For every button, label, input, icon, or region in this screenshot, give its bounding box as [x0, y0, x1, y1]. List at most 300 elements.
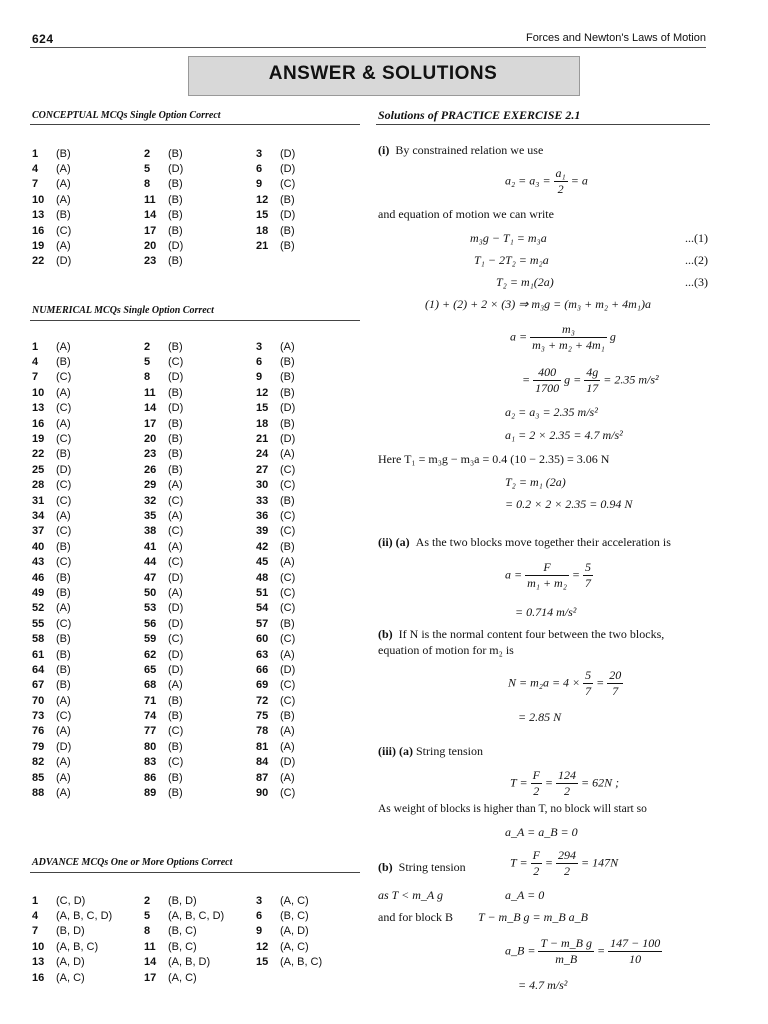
- frac-num: 20: [609, 668, 622, 682]
- answer-item: [144, 756, 256, 768]
- answer-option: (C): [56, 479, 72, 492]
- eq-mid: g =: [564, 372, 582, 387]
- answer-item: [144, 163, 256, 175]
- question-number: 26: [144, 463, 157, 476]
- eq-a2-a3: a₂ = a₃ = 2.35 m/s²: [505, 405, 598, 419]
- answer-option: (B, D): [56, 925, 85, 938]
- answer-item: [256, 194, 368, 206]
- answer-item: [256, 495, 368, 507]
- question-number: 88: [32, 787, 45, 800]
- question-number: 3: [256, 147, 263, 160]
- fraction: [583, 668, 593, 699]
- question-number: 1: [32, 147, 39, 160]
- answer-item: [256, 510, 368, 522]
- answer-item: [32, 479, 144, 491]
- answer-item: [32, 941, 144, 953]
- question-number: 47: [144, 571, 157, 584]
- section-heading-conceptual: CONCEPTUAL MCQs Single Option Correct: [32, 110, 221, 121]
- answer-item: [144, 679, 256, 691]
- frac-den: 2: [533, 864, 540, 878]
- answer-option: (B): [168, 209, 183, 222]
- question-number: 13: [32, 209, 45, 222]
- answer-option: (C): [56, 556, 72, 569]
- frac-num: 400: [533, 365, 561, 381]
- fraction: [538, 936, 594, 967]
- para-text: If N is the normal content four between the two blocks, equation of motion for m₂ is: [378, 627, 665, 657]
- answer-row: [32, 570, 332, 585]
- question-number: 77: [144, 725, 157, 738]
- question-number: 9: [256, 925, 263, 938]
- eq-sign: =: [596, 675, 605, 690]
- answer-item: [32, 895, 144, 907]
- question-number: 18: [256, 417, 269, 430]
- answer-item: [144, 572, 256, 584]
- eq-normal-force-result: = 2.85 N: [518, 710, 562, 724]
- question-number: 75: [256, 710, 269, 723]
- question-number: 57: [256, 617, 269, 630]
- answer-row: [32, 955, 332, 970]
- answer-item: [32, 741, 144, 753]
- question-number: 52: [32, 602, 45, 615]
- question-number: 11: [144, 940, 156, 953]
- eq-aB: [505, 936, 662, 967]
- answer-option: (C): [56, 402, 72, 415]
- answer-item: [144, 910, 256, 922]
- question-number: 34: [32, 509, 45, 522]
- answer-option: (B): [56, 540, 71, 553]
- question-number: 67: [32, 679, 45, 692]
- answer-item: [256, 649, 368, 661]
- answer-option: (C): [280, 633, 296, 646]
- answer-item: [32, 148, 144, 160]
- question-number: 14: [144, 956, 157, 969]
- part-label: (iii) (a): [378, 744, 413, 758]
- para-text: String tension: [416, 744, 484, 758]
- question-number: 69: [256, 679, 269, 692]
- question-number: 17: [144, 417, 157, 430]
- fraction: [584, 365, 600, 396]
- frac-num: F: [525, 560, 569, 576]
- equation-2: T₁ − 2T₂ = m₂a: [474, 253, 549, 267]
- answer-option: (D): [56, 463, 72, 476]
- answer-item: [144, 972, 256, 984]
- answer-item: [32, 418, 144, 430]
- answer-item: [144, 418, 256, 430]
- answer-option: (A): [168, 679, 183, 692]
- question-number: 4: [32, 163, 39, 176]
- answer-row: [32, 785, 332, 800]
- fraction: [530, 322, 607, 353]
- chapter-title: Forces and Newton's Laws of Motion: [525, 32, 706, 44]
- answer-row: [32, 585, 332, 600]
- answer-item: [144, 710, 256, 722]
- answer-option: (B): [280, 540, 295, 553]
- answer-option: (C): [168, 525, 184, 538]
- question-number: 28: [32, 479, 45, 492]
- answer-item: [256, 402, 368, 414]
- eq-lhs: N = m₂a = 4 ×: [508, 675, 581, 690]
- answer-option: (B): [168, 694, 183, 707]
- section-divider: [30, 320, 360, 321]
- answer-option: (B): [280, 356, 295, 369]
- question-number: 29: [144, 479, 157, 492]
- equation-2-number: ...(2): [685, 253, 708, 267]
- question-number: 39: [256, 525, 269, 538]
- question-number: 58: [32, 633, 45, 646]
- question-number: 23: [144, 255, 157, 268]
- eq-lhs: a =: [505, 567, 523, 582]
- question-number: 73: [32, 710, 45, 723]
- question-number: 33: [256, 494, 269, 507]
- answer-item: [144, 240, 256, 252]
- question-number: 31: [32, 494, 45, 507]
- eq-lhs: T =: [510, 775, 528, 790]
- answer-option: (C): [280, 479, 296, 492]
- answer-row: [32, 493, 332, 508]
- question-number: 60: [256, 633, 269, 646]
- para-text: As the two blocks move together their acceleration is: [415, 535, 671, 549]
- answer-option: (A): [280, 556, 295, 569]
- question-number: 5: [144, 910, 151, 923]
- question-number: 7: [32, 371, 39, 384]
- answer-option: (C): [168, 556, 184, 569]
- question-number: 12: [256, 386, 269, 399]
- question-number: 35: [144, 509, 157, 522]
- answer-option: (C): [280, 178, 296, 191]
- frac-den: 17: [586, 381, 599, 395]
- answer-item: [256, 618, 368, 630]
- answer-item: [256, 541, 368, 553]
- question-number: 61: [32, 648, 45, 661]
- answer-option: (C): [168, 633, 184, 646]
- question-number: 21: [256, 240, 269, 253]
- question-number: 8: [144, 178, 151, 191]
- answer-row: [32, 924, 332, 939]
- section-heading-advance: ADVANCE MCQs One or More Options Correct: [32, 857, 233, 868]
- answer-option: (B): [56, 648, 71, 661]
- answer-item: [256, 910, 368, 922]
- answer-option: (C): [280, 694, 296, 707]
- answer-item: [256, 956, 368, 968]
- answer-item: [256, 895, 368, 907]
- answer-item: [32, 649, 144, 661]
- answer-option: (A): [56, 386, 71, 399]
- answer-option: (C): [168, 494, 184, 507]
- section-divider: [376, 124, 710, 125]
- answer-option: (B): [56, 586, 71, 599]
- question-number: 53: [144, 602, 157, 615]
- answer-row: [32, 678, 332, 693]
- answer-item: [256, 941, 368, 953]
- answer-item: [256, 479, 368, 491]
- question-number: 15: [256, 956, 269, 969]
- question-number: 21: [256, 433, 269, 446]
- answer-row: [32, 508, 332, 523]
- answer-item: [144, 556, 256, 568]
- answer-option: (B): [280, 617, 295, 630]
- answer-item: [32, 371, 144, 383]
- answer-row: [32, 416, 332, 431]
- question-number: 45: [256, 556, 269, 569]
- answer-option: (C): [280, 525, 296, 538]
- answer-item: [144, 194, 256, 206]
- answer-option: (C): [168, 725, 184, 738]
- answer-option: (B): [56, 356, 71, 369]
- answer-option: (A, D): [280, 925, 309, 938]
- page-number: 624: [32, 32, 54, 46]
- eq-sign: =: [544, 855, 554, 870]
- answer-option: (A, B, C, D): [168, 910, 225, 923]
- answer-row: [32, 447, 332, 462]
- question-number: 9: [256, 371, 263, 384]
- question-number: 19: [32, 240, 45, 253]
- answer-option: (A, C): [56, 971, 85, 984]
- frac-num: F: [532, 768, 540, 782]
- frac-den: 2: [557, 182, 564, 196]
- answer-item: [32, 448, 144, 460]
- question-number: 55: [32, 617, 45, 630]
- answer-option: (B, D): [168, 894, 197, 907]
- question-number: 1: [32, 894, 39, 907]
- question-number: 5: [144, 356, 151, 369]
- answer-row: [32, 554, 332, 569]
- answer-option: (B): [168, 340, 183, 353]
- answer-item: [256, 587, 368, 599]
- answer-option: (B): [280, 386, 295, 399]
- answer-item: [32, 225, 144, 237]
- answer-item: [32, 209, 144, 221]
- answer-option: (B): [280, 494, 295, 507]
- question-number: 85: [32, 771, 45, 784]
- answer-row: [32, 724, 332, 739]
- question-number: 3: [256, 894, 263, 907]
- question-number: 22: [32, 448, 45, 461]
- answer-item: [32, 240, 144, 252]
- answer-item: [144, 587, 256, 599]
- answer-item: [32, 572, 144, 584]
- answer-row: [32, 662, 332, 677]
- block-b-intro: and for block B: [378, 910, 453, 924]
- combined-equation: (1) + (2) + 2 × (3) ⇒ m₃g = (m₃ + m₂ + 4m₁)a: [425, 297, 651, 311]
- answer-option: (D): [280, 756, 296, 769]
- equation-3: T₂ = m₁(2a): [496, 275, 554, 289]
- answer-option: (A): [56, 163, 71, 176]
- section-divider: [30, 872, 360, 873]
- answer-option: (B): [56, 448, 71, 461]
- answer-item: [144, 225, 256, 237]
- frac-num: T − m_B g: [540, 936, 592, 950]
- question-number: 23: [144, 448, 157, 461]
- question-number: 72: [256, 694, 269, 707]
- question-number: 12: [256, 940, 269, 953]
- frac-num: F: [532, 848, 540, 862]
- question-number: 81: [256, 740, 269, 753]
- question-number: 62: [144, 648, 157, 661]
- answer-option: (D): [280, 663, 296, 676]
- question-number: 16: [32, 224, 45, 237]
- answer-option: (B): [56, 679, 71, 692]
- answer-item: [256, 787, 368, 799]
- answer-row: [32, 939, 332, 954]
- question-number: 7: [32, 925, 39, 938]
- answer-option: (D): [168, 402, 184, 415]
- answer-option: (B, C): [280, 910, 309, 923]
- eq-sign: =: [597, 943, 606, 958]
- question-number: 20: [144, 433, 157, 446]
- answer-item: [144, 664, 256, 676]
- answer-option: (C): [280, 463, 296, 476]
- equation-1: m₃g − T₁ = m₃a: [470, 231, 547, 245]
- answer-option: (C): [56, 710, 72, 723]
- answer-item: [32, 433, 144, 445]
- answer-item: [256, 725, 368, 737]
- answer-item: [144, 695, 256, 707]
- question-number: 71: [144, 694, 157, 707]
- frac-den: m₁ + m₂: [527, 576, 567, 590]
- frac-den: m_B: [555, 952, 578, 966]
- answer-item: [32, 772, 144, 784]
- answer-item: [144, 495, 256, 507]
- answer-option: (A): [168, 479, 183, 492]
- question-number: 48: [256, 571, 269, 584]
- answer-item: [144, 649, 256, 661]
- eq-sign: =: [571, 567, 580, 582]
- question-number: 14: [144, 402, 157, 415]
- answer-item: [144, 255, 256, 267]
- answer-option: (B): [168, 771, 183, 784]
- answer-option: (B): [280, 417, 295, 430]
- question-number: 11: [144, 193, 156, 206]
- answer-option: (A): [56, 725, 71, 738]
- question-number: 89: [144, 787, 157, 800]
- fraction: [583, 560, 593, 591]
- fraction: [533, 365, 561, 396]
- frac-den: 2: [564, 784, 571, 798]
- answer-row: [32, 616, 332, 631]
- answer-item: [144, 741, 256, 753]
- answer-item: [256, 240, 368, 252]
- eq-result: = 147N: [581, 855, 619, 870]
- question-number: 74: [144, 710, 157, 723]
- question-number: 51: [256, 586, 269, 599]
- answer-item: [256, 209, 368, 221]
- question-number: 9: [256, 178, 263, 191]
- eq-sign: =: [522, 372, 531, 387]
- question-number: 32: [144, 494, 157, 507]
- answer-item: [256, 633, 368, 645]
- answer-item: [144, 925, 256, 937]
- answer-option: (B): [168, 740, 183, 753]
- answer-option: (B): [280, 224, 295, 237]
- question-number: 49: [32, 586, 45, 599]
- answer-option: (A): [168, 540, 183, 553]
- answer-option: (A): [56, 340, 71, 353]
- answer-grid-conceptual: [32, 146, 332, 269]
- question-number: 86: [144, 771, 157, 784]
- answer-row: [32, 431, 332, 446]
- question-number: 17: [144, 971, 157, 984]
- answer-option: (A): [56, 602, 71, 615]
- eq-string-tension-b: [510, 848, 618, 879]
- answer-option: (A): [56, 193, 71, 206]
- answer-option: (D): [56, 740, 72, 753]
- solutions-heading: Solutions of PRACTICE EXERCISE 2.1: [378, 108, 581, 122]
- question-number: 6: [256, 163, 263, 176]
- answer-option: (D): [168, 617, 184, 630]
- eq-acceleration-result: = 0.714 m/s²: [515, 605, 577, 619]
- question-number: 27: [256, 463, 269, 476]
- frac-num: 147 − 100: [610, 936, 661, 950]
- answer-option: (B, C): [168, 940, 197, 953]
- answer-item: [32, 587, 144, 599]
- eq-aA-aB: a_A = a_B = 0: [505, 825, 578, 839]
- eq-lhs: a_B =: [505, 943, 536, 958]
- answer-option: (A, C): [168, 971, 197, 984]
- answer-option: (A): [56, 771, 71, 784]
- question-number: 17: [144, 224, 157, 237]
- answer-row: [32, 770, 332, 785]
- fraction: [554, 166, 568, 197]
- answer-option: (C): [56, 525, 72, 538]
- answer-item: [144, 356, 256, 368]
- answer-item: [256, 163, 368, 175]
- question-number: 84: [256, 756, 269, 769]
- frac-den: 1700: [535, 381, 560, 395]
- answer-option: (D): [168, 371, 184, 384]
- answer-item: [144, 772, 256, 784]
- answer-option: (C): [56, 494, 72, 507]
- frac-num: 5: [585, 560, 591, 574]
- answer-row: [32, 254, 332, 269]
- answer-option: (D): [56, 255, 72, 268]
- question-number: 87: [256, 771, 269, 784]
- answer-row: [32, 208, 332, 223]
- question-number: 10: [32, 940, 45, 953]
- question-number: 66: [256, 663, 269, 676]
- answer-item: [32, 178, 144, 190]
- answer-item: [32, 756, 144, 768]
- answer-option: (C): [280, 679, 296, 692]
- answer-row: [32, 601, 332, 616]
- question-number: 25: [32, 463, 45, 476]
- answer-option: (B): [168, 448, 183, 461]
- answer-item: [144, 633, 256, 645]
- answer-row: [32, 385, 332, 400]
- question-number: 19: [32, 433, 45, 446]
- answer-item: [144, 510, 256, 522]
- fraction: [556, 848, 578, 879]
- answer-row: [32, 631, 332, 646]
- question-number: 82: [32, 756, 45, 769]
- solution-i-intro: [378, 143, 708, 158]
- answer-item: [144, 602, 256, 614]
- answer-item: [256, 756, 368, 768]
- answer-option: (B): [168, 147, 183, 160]
- frac-den: 10: [629, 952, 642, 966]
- frac-num: 294: [558, 848, 577, 862]
- question-number: 68: [144, 679, 157, 692]
- frac-num: 5: [585, 668, 592, 682]
- answer-item: [144, 178, 256, 190]
- answer-item: [256, 741, 368, 753]
- answer-item: [256, 148, 368, 160]
- answer-option: (A): [280, 725, 295, 738]
- answer-item: [32, 618, 144, 630]
- eq-sign: =: [544, 775, 554, 790]
- question-number: 20: [144, 240, 157, 253]
- answer-option: (C): [168, 756, 184, 769]
- answer-option: (B): [168, 787, 183, 800]
